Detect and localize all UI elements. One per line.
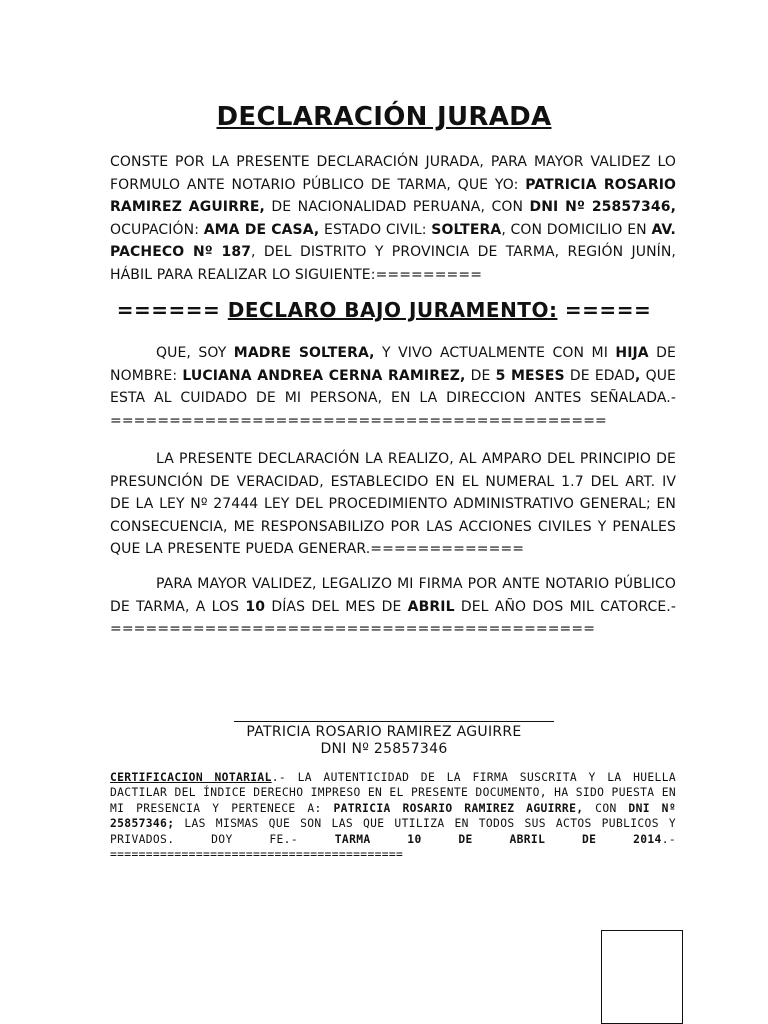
signature-dni: DNI Nº 25857346 [320,741,448,757]
p1-text-2: Y VIVO ACTUALMENTE CON MI [374,345,616,361]
declarant-occupation: AMA DE CASA, [203,221,320,238]
p1-bold-5: , [635,367,641,384]
p3-text-3: DEL AÑO DOS MIL CATORCE.-========================================= [110,598,677,638]
p1-bold-1: MADRE SOLTERA, [233,345,375,361]
intro-text-5: , CON DOMICILIO EN [501,221,652,238]
signature-line [234,721,554,722]
p1-bold-2: HIJA [615,345,649,361]
document-title: DECLARACIÓN JURADA [216,102,552,132]
intro-text-4: ESTADO CIVIL: [319,221,432,238]
paragraph-3 [110,573,676,641]
p3-month: ABRIL [407,598,455,615]
heading-left-rule: ====== [116,298,228,322]
cert-text-2: CON [583,801,629,815]
heading-text: DECLARO BAJO JURAMENTO: [227,298,558,322]
cert-dni: DNI Nº 25857346; [110,801,676,831]
intro-text-6: , DEL DISTRITO Y PROVINCIA DE TARMA, REGIÓN JUNÍN, HÁBIL PARA REALIZAR LO SIGUIENTE:========= [110,244,676,283]
cert-label: CERTIFICACION NOTARIAL [110,771,272,784]
cert-text-1: .- LA AUTENTICIDAD DE LA FIRMA SUSCRITA Y LA HUELLA DACTILAR DEL ÍNDICE DERECHO IMPRESO EN EL PRESENTE DOCUMENTO, HA SIDO PUESTA EN MI PRESENCIA Y PERTENECE A: [110,771,676,815]
declarant-civil-status: SOLTERA [431,221,502,238]
declaration-heading [0,298,768,322]
cert-text-3: LAS MISMAS QUE SON LAS QUE UTILIZA EN TODOS SUS ACTOS PUBLICOS Y PRIVADOS. DOY FE.- [110,817,676,846]
p1-text-3: DE NOMBRE: [110,345,676,384]
declarant-dni: DNI Nº 25857346, [529,199,676,216]
p1-text-4: DE [465,367,496,384]
p1-text-5: DE EDAD [564,367,635,384]
heading-right-rule: ===== [557,298,652,322]
p3-day: 10 [245,598,266,615]
paragraph-2: LA PRESENTE DECLARACIÓN LA REALIZO, AL AMPARO DEL PRINCIPIO DE PRESUNCIÓN DE VERACIDAD, ESTABLECIDO EN EL NUMERAL 1.7 DEL ART. IV DE LA LEY Nº 27444 LEY DEL PROCEDIMIENTO ADMINISTRATIVO GENERAL; EN CONSECUENCIA, ME RESPONSABILIZO POR LAS ACCIONES CIVILES Y PENALES QUE LA PRESENTE PUEDA GENERAR.============= [110,451,676,558]
intro-text-3: OCUPACIÓN: [110,221,204,238]
child-name: LUCIANA ANDREA CERNA RAMIREZ, [182,367,466,384]
cert-text-4: .-========================================= [110,832,676,862]
intro-text-1: CONSTE POR LA PRESENTE DECLARACIÓN JURADA, PARA MAYOR VALIDEZ LO FORMULO ANTE NOTARIO PÚBLICO DE TARMA, QUE YO: [110,154,676,193]
child-age: 5 MESES [495,367,565,384]
declarant-name: PATRICIA ROSARIO RAMIREZ AGUIRRE, [110,176,677,216]
intro-paragraph [110,151,676,287]
intro-text-2: DE NACIONALIDAD PERUANA, CON [264,199,530,216]
fingerprint-box [601,930,683,1024]
signature-name: PATRICIA ROSARIO RAMIREZ AGUIRRE [246,724,522,740]
p1-text-1: QUE, SOY [156,345,234,361]
p1-text-6: QUE ESTA AL CUIDADO DE MI PERSONA, EN LA DIRECCION ANTES SEÑALADA.-========================================== [110,367,676,429]
p3-text-2: DÍAS DEL MES DE [265,598,408,615]
notarial-certification [110,770,676,862]
paragraph-1 [110,342,676,432]
declarant-address: AV. PACHECO Nº 187 [110,221,676,261]
p3-text-1: PARA MAYOR VALIDEZ, LEGALIZO MI FIRMA POR ANTE NOTARIO PÚBLICO DE TARMA, A LOS [110,576,676,615]
cert-name: PATRICIA ROSARIO RAMIREZ AGUIRRE, [333,801,584,815]
cert-date: TARMA 10 DE ABRIL DE 2014 [334,832,662,846]
